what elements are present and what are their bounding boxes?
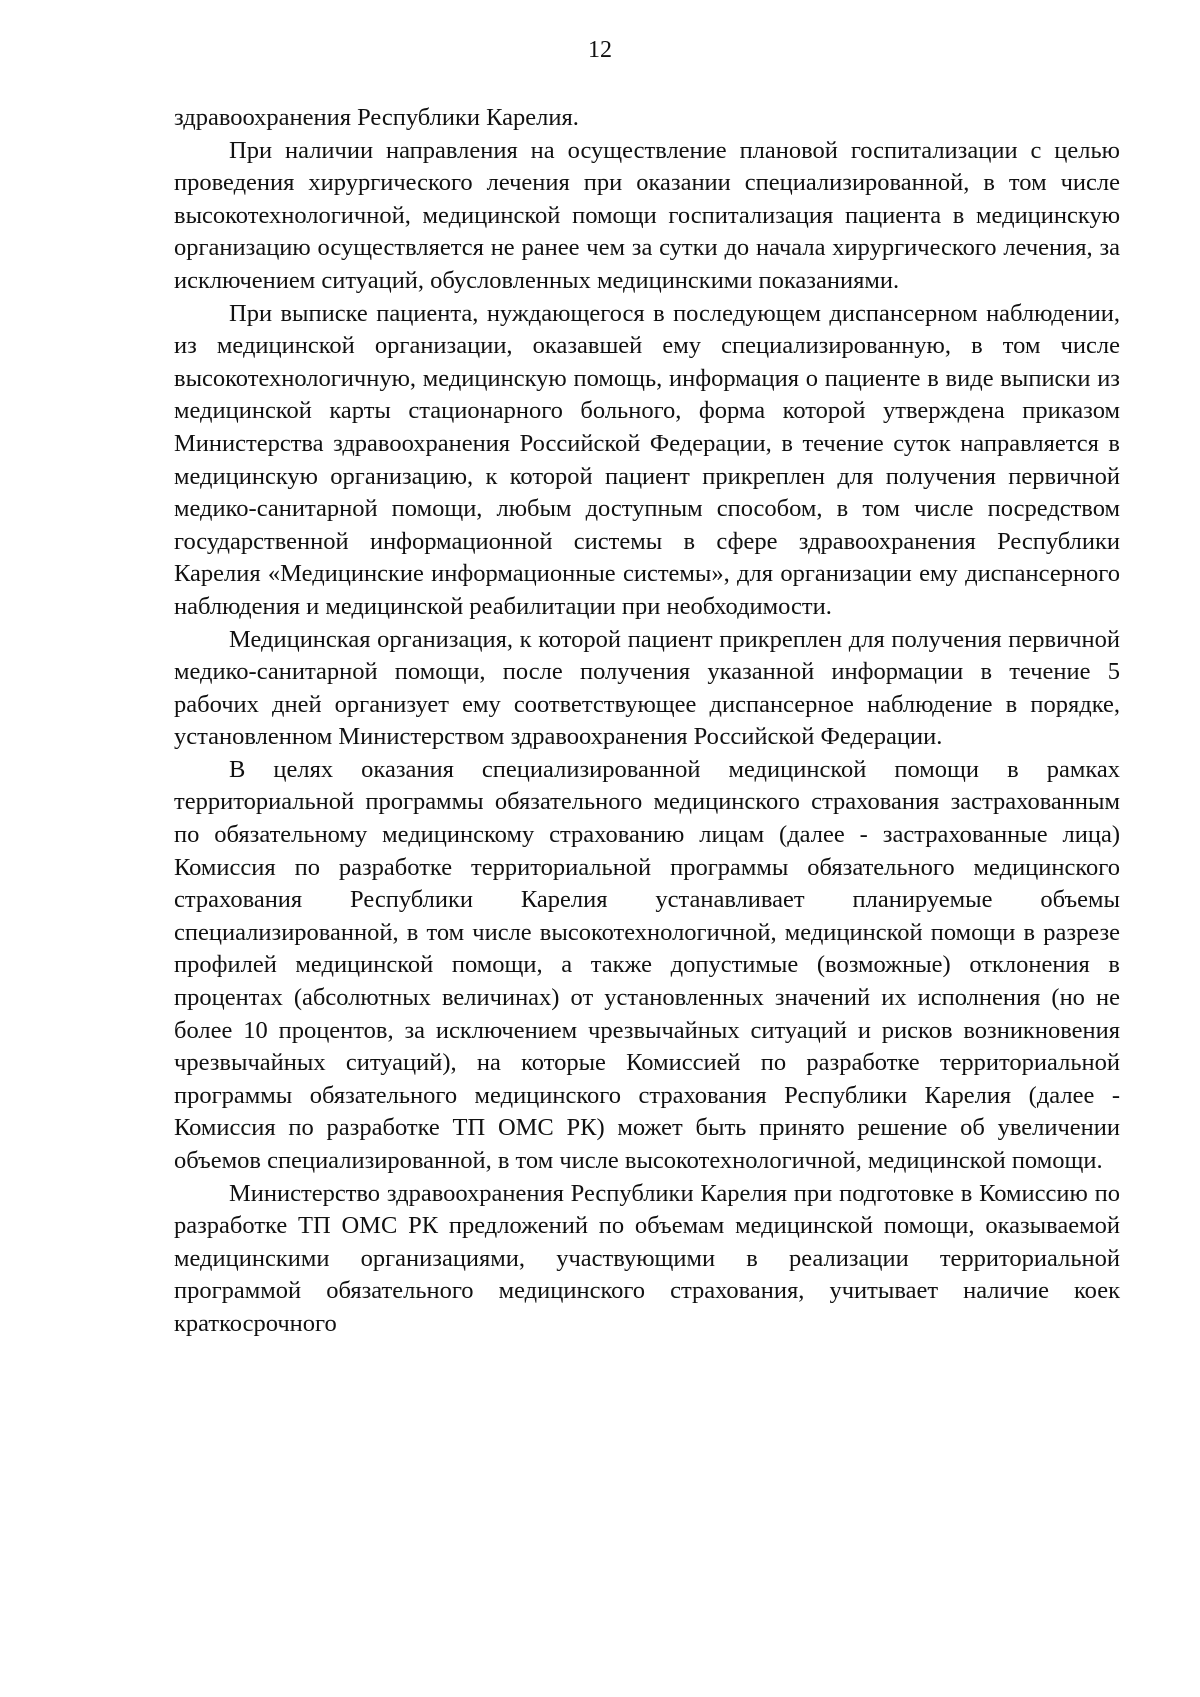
paragraph-specialized-care-volumes: В целях оказания специализированной медицинской помощи в рамках территориальной программы обязательного медицинского страхования застрахованным по обязательному медицинскому страхованию лицам (далее - застрахованные лица) Комиссия по разработке территориальной программы обязательного медицинского страхования Республики Карелия устанавливает планируемые объемы специализированной, в том числе высокотехнологичной, медицинской помощи в разрезе профилей медицинской помощи, а также допустимые (возможные) отклонения в процентах (абсолютных величинах) от установленных значений их исполнения (но не более 10 процентов, за исключением чрезвычайных ситуаций и рисков возникновения чрезвычайных ситуаций), на которые Комиссией по разработке территориальной программы обязательного медицинского страхования Республики Карелия (далее - Комиссия по разработке ТП ОМС РК) может быть принято решение об увеличении объемов специализированной, в том числе высокотехнологичной, медицинской помощи. xyxy=(174,755,1120,1174)
paragraph-ministry-proposals: Министерство здравоохранения Республики Карелия при подготовке в Комиссию по разработке ТП ОМС РК предложений по объемам медицинской помощи, оказываемой медицинскими организациями, участвующими в реализации территориальной программой обязательного медицинского страхования, учитывает наличие коек краткосрочного xyxy=(174,1179,1120,1337)
page-number: 12 xyxy=(588,37,612,63)
document-body xyxy=(174,102,1120,1341)
paragraph-patient-discharge: При выписке пациента, нуждающегося в последующем диспансерном наблюдении, из медицинской организации, оказавшей ему специализированную, в том числе высокотехнологичную, медицинскую помощь, информация о пациенте в виде выписки из медицинской карты стационарного больного, форма которой утверждена приказом Министерства здравоохранения Российской Федерации, в течение суток направляется в медицинскую организацию, к которой пациент прикреплен для получения первичной медико-санитарной помощи, любым доступным способом, в том числе посредством государственной информационной системы в сфере здравоохранения Республики Карелия «Медицинские информационные системы», для организации ему диспансерного наблюдения и медицинской реабилитации при необходимости. xyxy=(174,299,1120,620)
paragraph-dispensary-observation: Медицинская организация, к которой пациент прикреплен для получения первичной медико-санитарной помощи, после получения указанной информации в течение 5 рабочих дней организует ему соответствующее диспансерное наблюдение в порядке, установленном Министерством здравоохранения Российской Федерации. xyxy=(174,625,1120,751)
paragraph-continuation: здравоохранения Республики Карелия. xyxy=(174,104,579,131)
paragraph-planned-hospitalization: При наличии направления на осуществление плановой госпитализации с целью проведения хирургического лечения при оказании специализированной, в том числе высокотехнологичной, медицинской помощи госпитализация пациента в медицинскую организацию осуществляется не ранее чем за сутки до начала хирургического лечения, за исключением ситуаций, обусловленных медицинскими показаниями. xyxy=(174,136,1120,294)
